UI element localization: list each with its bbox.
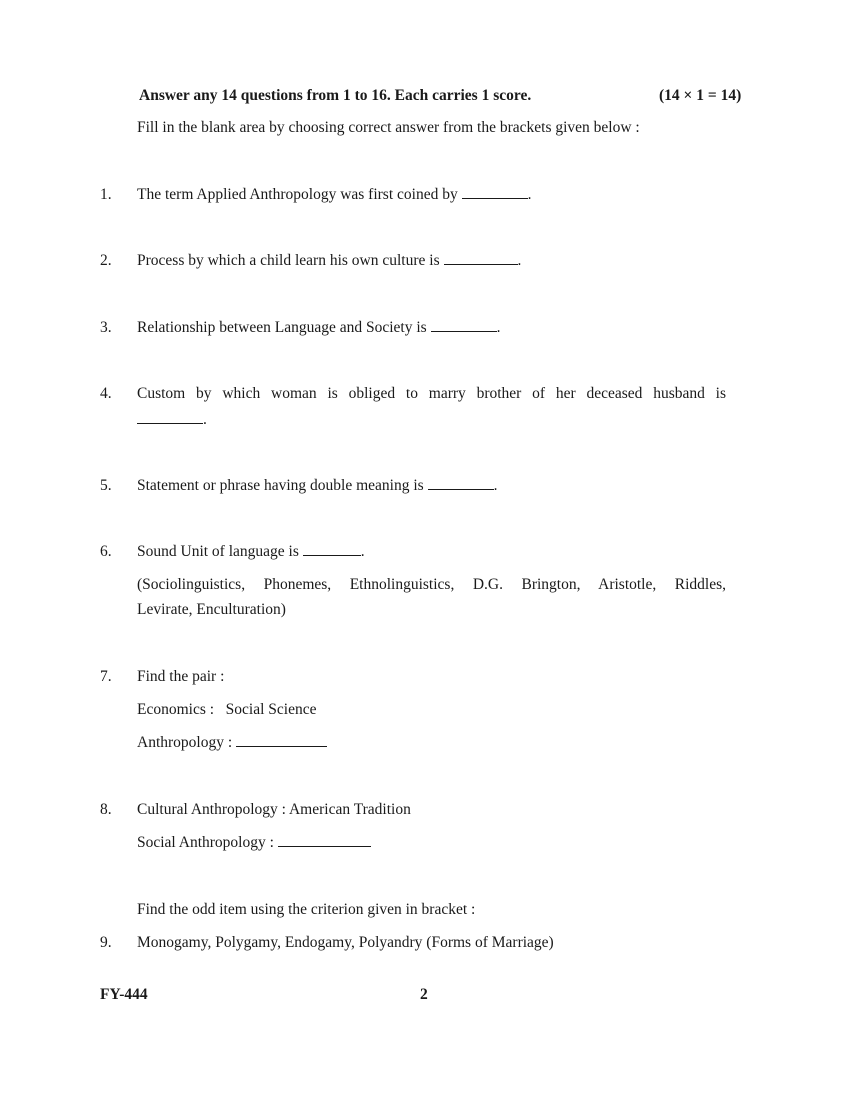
answer-blank[interactable] [303, 543, 361, 556]
question-6: Sound Unit of language is . [137, 543, 365, 560]
answer-blank[interactable] [236, 734, 327, 747]
pair-example: Economics : Social Science [137, 701, 317, 718]
section-intro-fill-blank: Fill in the blank area by choosing correct answer from the brackets given below : [137, 119, 640, 136]
question-2: Process by which a child learn his own culture is . [137, 252, 522, 269]
answer-options: (Sociolinguistics, Phonemes, Ethnolinguistics, D.G. Brington, Aristotle, Riddles, [137, 576, 726, 593]
question-number: 9. [100, 934, 112, 951]
question-4-text: Custom by which woman is obliged to marry brother of her deceased husband is [137, 385, 726, 402]
question-3: Relationship between Language and Society is . [137, 319, 501, 336]
answer-blank[interactable] [278, 834, 371, 847]
question-1: The term Applied Anthropology was first coined by . [137, 186, 532, 203]
answer-blank[interactable] [444, 252, 518, 265]
question-number: 7. [100, 668, 112, 685]
section-intro-odd-item: Find the odd item using the criterion given in bracket : [137, 901, 476, 918]
question-text: Relationship between Language and Society is [137, 319, 427, 336]
question-number: 3. [100, 319, 112, 336]
pair-question: Anthropology : [137, 734, 327, 752]
instruction-heading: Answer any 14 questions from 1 to 16. Each carries 1 score. [139, 87, 532, 104]
answer-blank[interactable] [428, 477, 494, 490]
pair-example: Cultural Anthropology : American Tradition [137, 801, 411, 818]
score-label: (14 × 1 = 14) [659, 87, 742, 104]
question-number: 5. [100, 477, 112, 494]
question-7-text: Find the pair : [137, 668, 225, 685]
question-text: The term Applied Anthropology was first coined by [137, 186, 458, 203]
question-number: 1. [100, 186, 112, 203]
question-number: 8. [100, 801, 112, 818]
answer-blank[interactable] [462, 186, 528, 199]
question-4-blank-line: . [137, 411, 207, 429]
question-text: Process by which a child learn his own culture is [137, 252, 440, 269]
answer-blank[interactable] [431, 319, 497, 332]
question-number: 6. [100, 543, 112, 560]
question-5: Statement or phrase having double meaning is . [137, 477, 498, 494]
question-text: Sound Unit of language is [137, 543, 299, 560]
paper-code: FY-444 [100, 986, 148, 1003]
answer-blank[interactable] [137, 411, 203, 424]
page-number: 2 [420, 986, 428, 1003]
question-text: Statement or phrase having double meaning is [137, 477, 424, 494]
answer-options-continued: Levirate, Enculturation) [137, 601, 286, 618]
pair-question: Social Anthropology : [137, 834, 371, 852]
question-number: 2. [100, 252, 112, 269]
question-number: 4. [100, 385, 112, 402]
question-9-text: Monogamy, Polygamy, Endogamy, Polyandry (Forms of Marriage) [137, 934, 554, 951]
